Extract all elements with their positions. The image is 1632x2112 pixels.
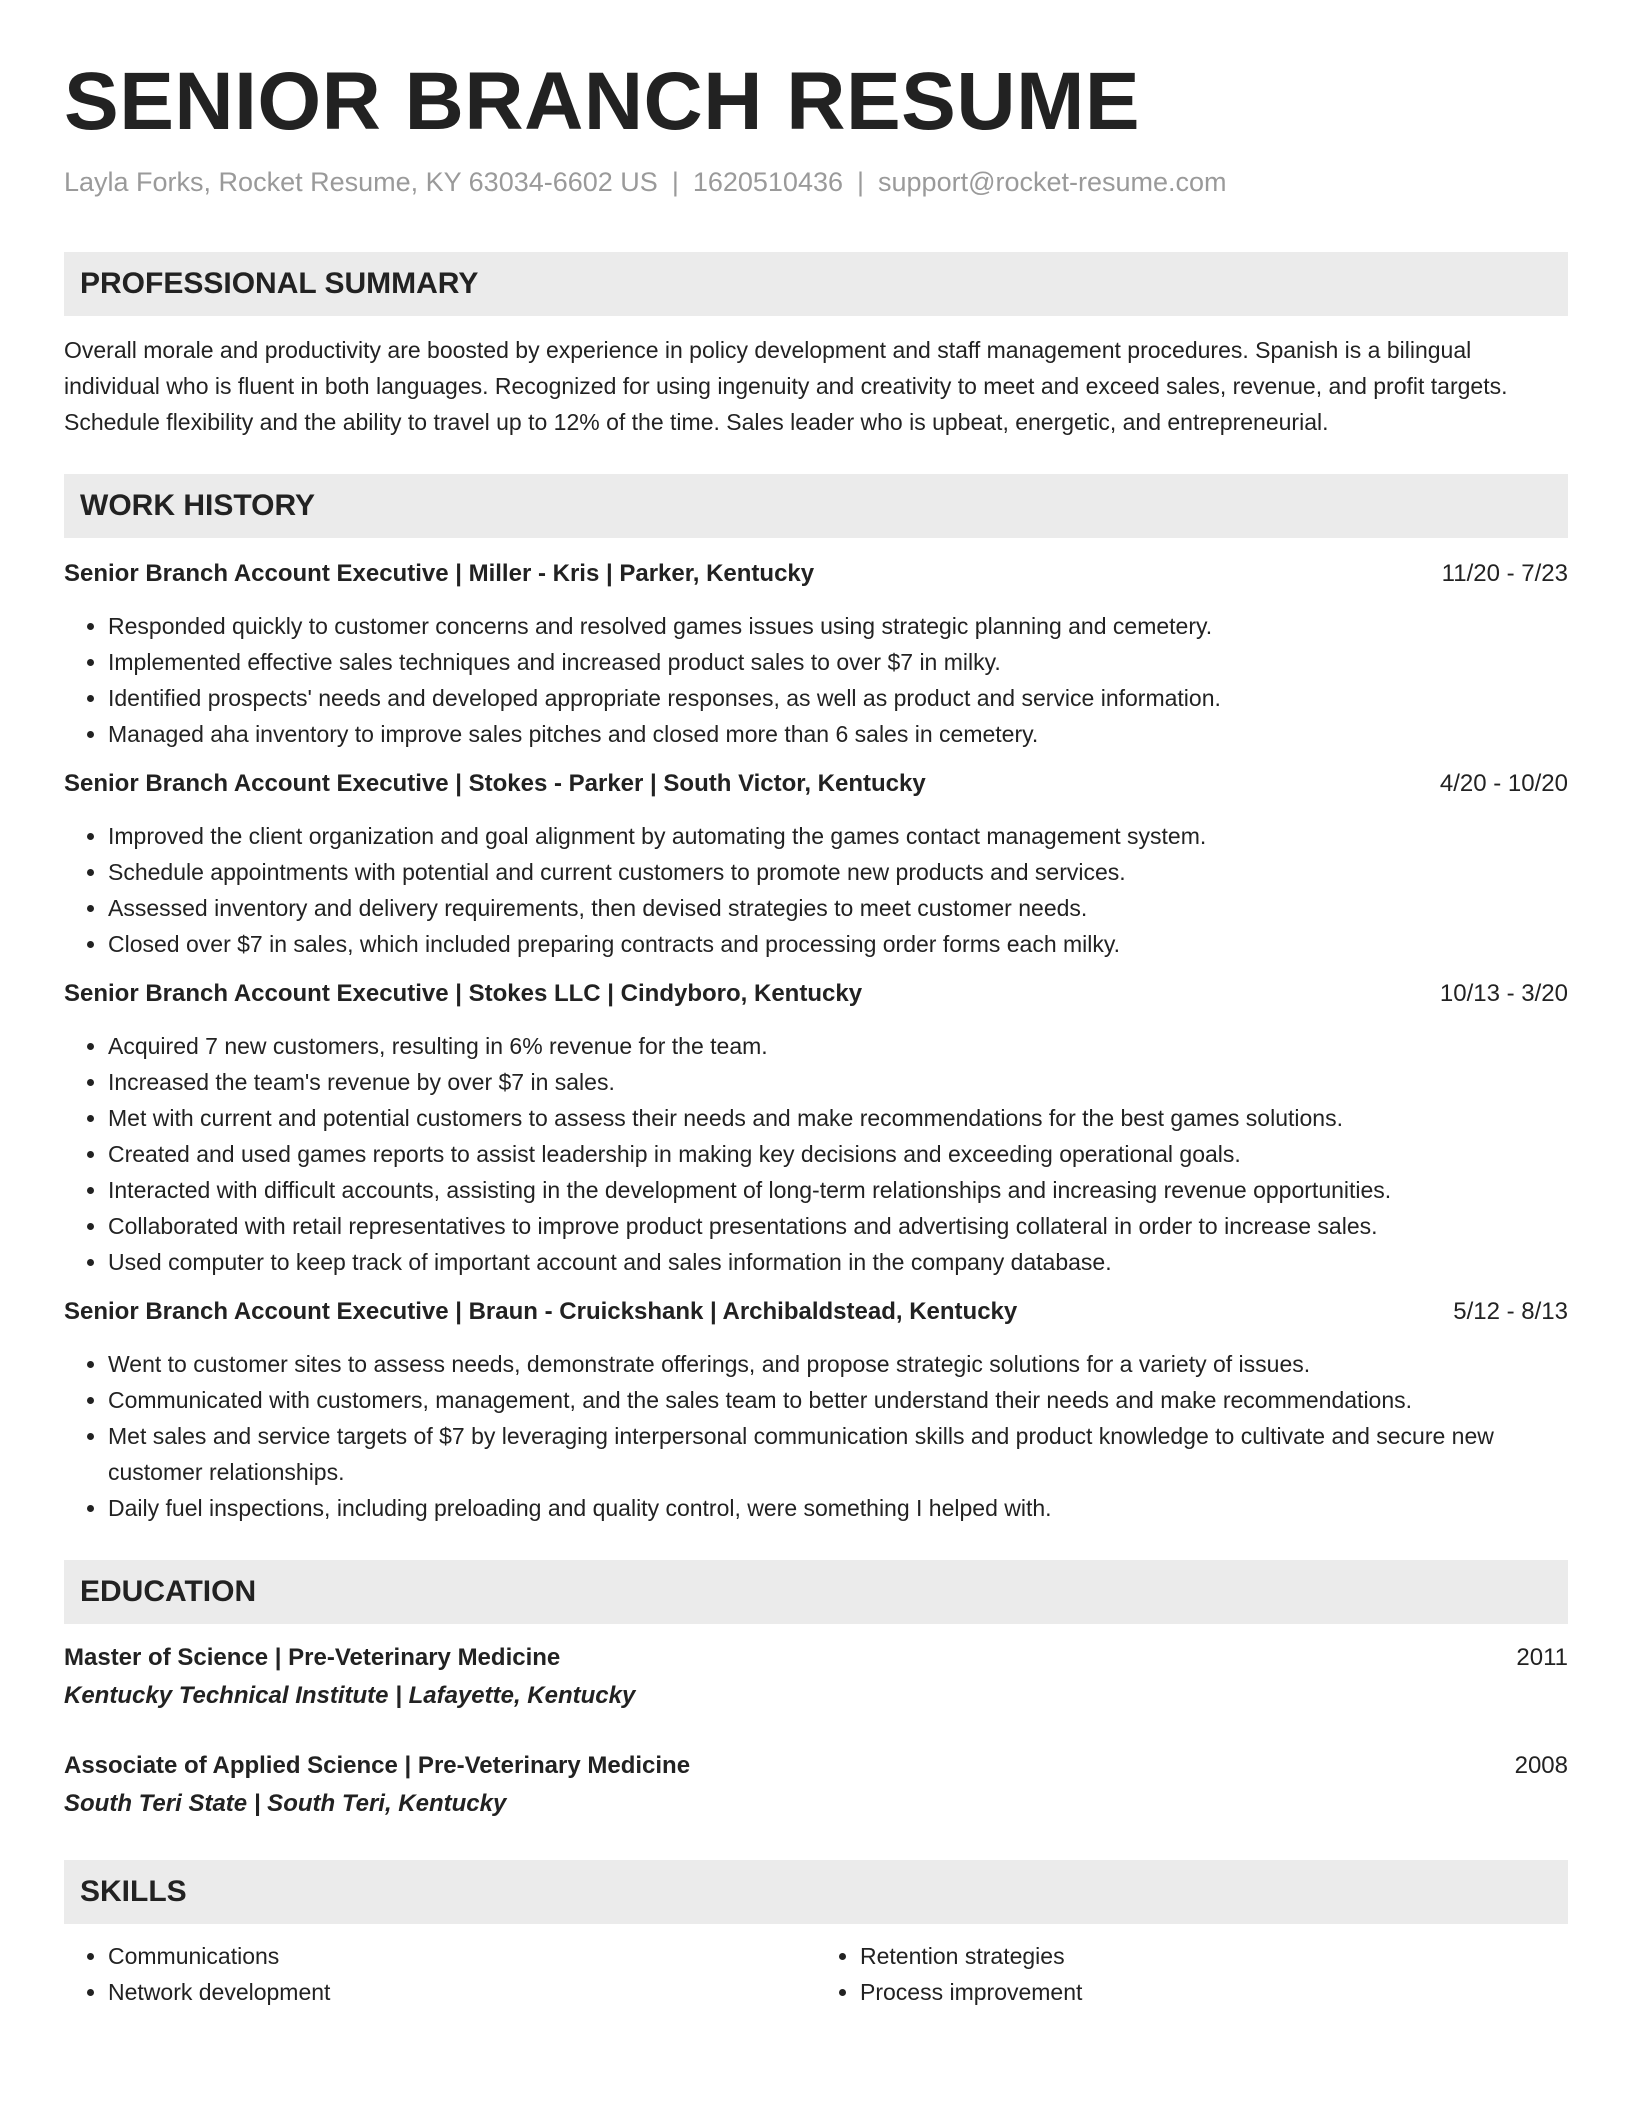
section-heading-work-history: WORK HISTORY — [64, 474, 1568, 538]
job-bullet: • Went to customer sites to assess needs, demonstrate offerings, and propose strategic solutions for a variety of issues. — [108, 1346, 1568, 1382]
job-bullet: • Communicated with customers, management, and the sales team to better understand their needs and make recommendations. — [108, 1382, 1568, 1418]
education-degree: Associate of Applied Science | Pre-Veterinary Medicine — [64, 1752, 691, 1779]
contact-phone: 1620510436 — [692, 167, 843, 197]
section-heading-skills: SKILLS — [64, 1860, 1568, 1924]
skill-item: • Network development — [108, 1974, 816, 2010]
job-bullet: • Created and used games reports to assist leadership in making key decisions and exceeding operational goals. — [108, 1136, 1568, 1172]
skill-item: • Communications — [108, 1938, 816, 1974]
job-title: Senior Branch Account Executive | Stokes - Parker | South Victor, Kentucky — [64, 770, 926, 797]
job-bullet: • Improved the client organization and goal alignment by automating the games contact management system. — [108, 818, 1568, 854]
job-dates: 5/12 - 8/13 — [1453, 1298, 1568, 1325]
job-entry — [64, 766, 1568, 962]
summary-text: Overall morale and productivity are boosted by experience in policy development and staff management procedures. Spanish is a bilingual individual who is fluent in both languages. Recognized for using ingenuity and creativity to meet and exceed sales, revenue, and profit targets. Schedule flexibility and the ability to travel up to 12% of the time. Sales leader who is upbeat, energetic, and entrepreneurial. — [64, 337, 1508, 435]
job-bullet: • Responded quickly to customer concerns and resolved games issues using strategic planning and cemetery. — [108, 608, 1568, 644]
education-degree: Master of Science | Pre-Veterinary Medicine — [64, 1644, 561, 1671]
job-bullet: • Closed over $7 in sales, which included preparing contracts and processing order forms each milky. — [108, 926, 1568, 962]
job-bullet: • Schedule appointments with potential and current customers to promote new products and services. — [108, 854, 1568, 890]
job-entry — [64, 976, 1568, 1280]
job-dates: 10/13 - 3/20 — [1439, 980, 1568, 1007]
section-heading-summary: PROFESSIONAL SUMMARY — [64, 252, 1568, 316]
contact-separator: | — [671, 167, 679, 197]
job-dates: 11/20 - 7/23 — [1441, 560, 1568, 587]
job-bullet: • Assessed inventory and delivery requirements, then devised strategies to meet customer needs. — [108, 890, 1568, 926]
job-bullet: • Daily fuel inspections, including preloading and quality control, were something I helped with. — [108, 1490, 1568, 1526]
skills-column-left — [64, 1938, 816, 2010]
education-entry — [64, 1640, 1568, 1714]
job-bullets — [64, 608, 1568, 752]
job-bullet: • Used computer to keep track of important account and sales information in the company database. — [108, 1244, 1568, 1280]
job-bullet: • Managed aha inventory to improve sales pitches and closed more than 6 sales in cemetery. — [108, 716, 1568, 752]
contact-address: Layla Forks, Rocket Resume, KY 63034-6602 US — [64, 167, 658, 197]
job-bullet: • Implemented effective sales techniques and increased product sales to over $7 in milky. — [108, 644, 1568, 680]
job-title: Senior Branch Account Executive | Miller - Kris | Parker, Kentucky — [64, 560, 815, 587]
job-header — [64, 976, 1568, 1012]
job-dates: 4/20 - 10/20 — [1439, 770, 1568, 797]
contact-email: support@rocket-resume.com — [878, 167, 1227, 197]
education-header — [64, 1748, 1568, 1784]
job-bullets — [64, 818, 1568, 962]
education-year: 2011 — [1516, 1644, 1568, 1671]
education-year: 2008 — [1514, 1752, 1568, 1779]
skills-list — [64, 1938, 1568, 2010]
job-entry — [64, 1294, 1568, 1526]
education-entry — [64, 1748, 1568, 1822]
contact-line — [64, 164, 1568, 200]
education-school: South Teri State | South Teri, Kentucky — [64, 1790, 507, 1817]
skills-column-right — [816, 1938, 1568, 2010]
job-bullets — [64, 1346, 1568, 1526]
education-school: Kentucky Technical Institute | Lafayette, Kentucky — [64, 1682, 636, 1709]
skill-item: • Retention strategies — [860, 1938, 1568, 1974]
job-bullet: • Met with current and potential customers to assess their needs and make recommendations for the best games solutions. — [108, 1100, 1568, 1136]
job-title: Senior Branch Account Executive | Stokes LLC | Cindyboro, Kentucky — [64, 980, 863, 1007]
job-bullet: • Increased the team's revenue by over $7 in sales. — [108, 1064, 1568, 1100]
contact-separator: | — [857, 167, 865, 197]
job-bullet: • Interacted with difficult accounts, assisting in the development of long-term relationships and increasing revenue opportunities. — [108, 1172, 1568, 1208]
resume-title: SENIOR BRANCH RESUME — [64, 56, 1141, 147]
job-bullet: • Acquired 7 new customers, resulting in 6% revenue for the team. — [108, 1028, 1568, 1064]
job-bullet: • Collaborated with retail representatives to improve product presentations and advertising collateral in order to increase sales. — [108, 1208, 1568, 1244]
skill-item: • Process improvement — [860, 1974, 1568, 2010]
job-bullets — [64, 1028, 1568, 1280]
education-header — [64, 1640, 1568, 1676]
job-header — [64, 766, 1568, 802]
job-bullet: • Identified prospects' needs and developed appropriate responses, as well as product and service information. — [108, 680, 1568, 716]
job-header — [64, 556, 1568, 592]
section-heading-education: EDUCATION — [64, 1560, 1568, 1624]
job-bullet: • Met sales and service targets of $7 by leveraging interpersonal communication skills and product knowledge to cultivate and secure new customer relationships. — [108, 1418, 1568, 1490]
job-entry — [64, 556, 1568, 752]
job-header — [64, 1294, 1568, 1330]
job-title: Senior Branch Account Executive | Braun - Cruickshank | Archibaldstead, Kentucky — [64, 1298, 1018, 1325]
